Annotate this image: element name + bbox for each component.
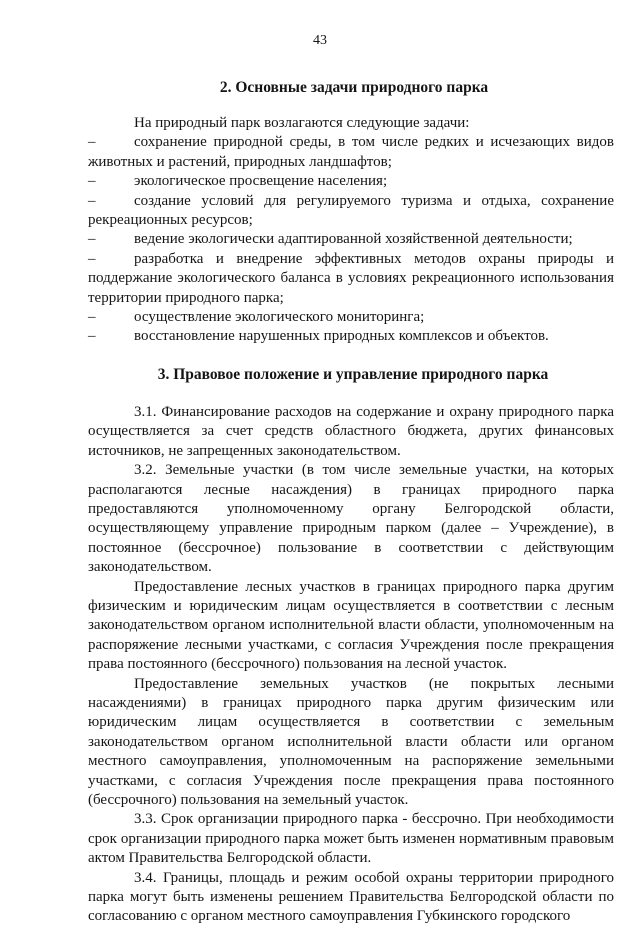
task-list-item <box>88 250 614 308</box>
section-2-intro: На природный парк возлагаются следующие задачи: <box>134 115 470 131</box>
section-3-paragraph: 3.3. Срок организации природного парка - бессрочно. При необходимости срок организации природного парка может быть изменен нормативным правовым актом Правительства Белгородской области. <box>88 811 614 867</box>
task-list-item <box>88 308 614 327</box>
list-item-text: разработка и внедрение эффективных методов охраны природы и поддержание экологического баланса в условиях рекреационного использования территории природного парка; <box>88 250 614 306</box>
task-list-item <box>88 327 614 346</box>
list-dash: – <box>88 309 96 326</box>
list-item-text: сохранение природной среды, в том числе редких и исчезающих видов животных и растений, природных ландшафтов; <box>88 134 614 170</box>
task-list-item <box>88 133 614 172</box>
task-list-item <box>88 192 614 231</box>
section-3-paragraph: 3.2. Земельные участки (в том числе земельные участки, на которых располагаются лесные насаждения) в границах природного парка предоставляются уполномоченному органу Белгородской области, осуществляющему управление природным парком (далее – Учреждение), в постоянное (бессрочное) пользование в соответствии с действующим законодательством. <box>88 462 614 576</box>
section-3-paragraph: Предоставление земельных участков (не покрытых лесными насаждениями) в границах природного парка другим физическим или юридическим лицам осуществляется в соответствии с земельным законодательством органом исполнительной власти области или органом местного самоуправления, уполномоченным на распоряжение земельными участками, с согласия Учреждения после прекращения права постоянного (бессрочного) пользования на земельный участок. <box>88 675 614 808</box>
page-content <box>88 78 614 927</box>
list-item-text: ведение экологически адаптированной хозяйственной деятельности; <box>134 231 573 248</box>
list-dash: – <box>88 173 96 190</box>
page-number: 43 <box>313 33 327 48</box>
list-item-text: экологическое просвещение населения; <box>134 173 388 190</box>
list-item-text: создание условий для регулируемого туризма и отдыха, сохранение рекреационных ресурсов; <box>88 192 614 229</box>
section-3-paragraph: 3.1. Финансирование расходов на содержание и охрану природного парка осуществляется за счет средств областного бюджета, других финансовых источников, не запрещенных законодательством. <box>88 403 614 459</box>
list-dash: – <box>88 231 96 248</box>
section-2-task-list <box>88 133 614 346</box>
list-item-text: осуществление экологического мониторинга; <box>134 309 425 326</box>
section-3-paragraph: 3.4. Границы, площадь и режим особой охраны территории природного парка могут быть изменены решением Правительства Белгородской области по согласованию с органом местного самоуправления Губкинского городского <box>88 869 614 925</box>
section-2-heading: 2. Основные задачи природного парка <box>219 79 489 96</box>
list-dash: – <box>88 192 96 209</box>
list-dash: – <box>88 134 96 151</box>
task-list-item <box>88 230 614 249</box>
list-item-text: восстановление нарушенных природных комплексов и объектов. <box>134 328 549 345</box>
section-3-body <box>88 403 614 927</box>
list-dash: – <box>88 250 96 267</box>
task-list-item <box>88 172 614 191</box>
section-3-paragraph: Предоставление лесных участков в границах природного парка другим физическим и юридическим лицам осуществляется в соответствии с лесным законодательством органом исполнительной власти области, уполномоченным на распоряжение лесными участками, с согласия Учреждения после прекращения права постоянного (бессрочного) пользования на лесной участок. <box>88 578 614 673</box>
list-dash: – <box>88 328 96 345</box>
section-3-heading: 3. Правовое положение и управление природного парка <box>157 365 549 383</box>
